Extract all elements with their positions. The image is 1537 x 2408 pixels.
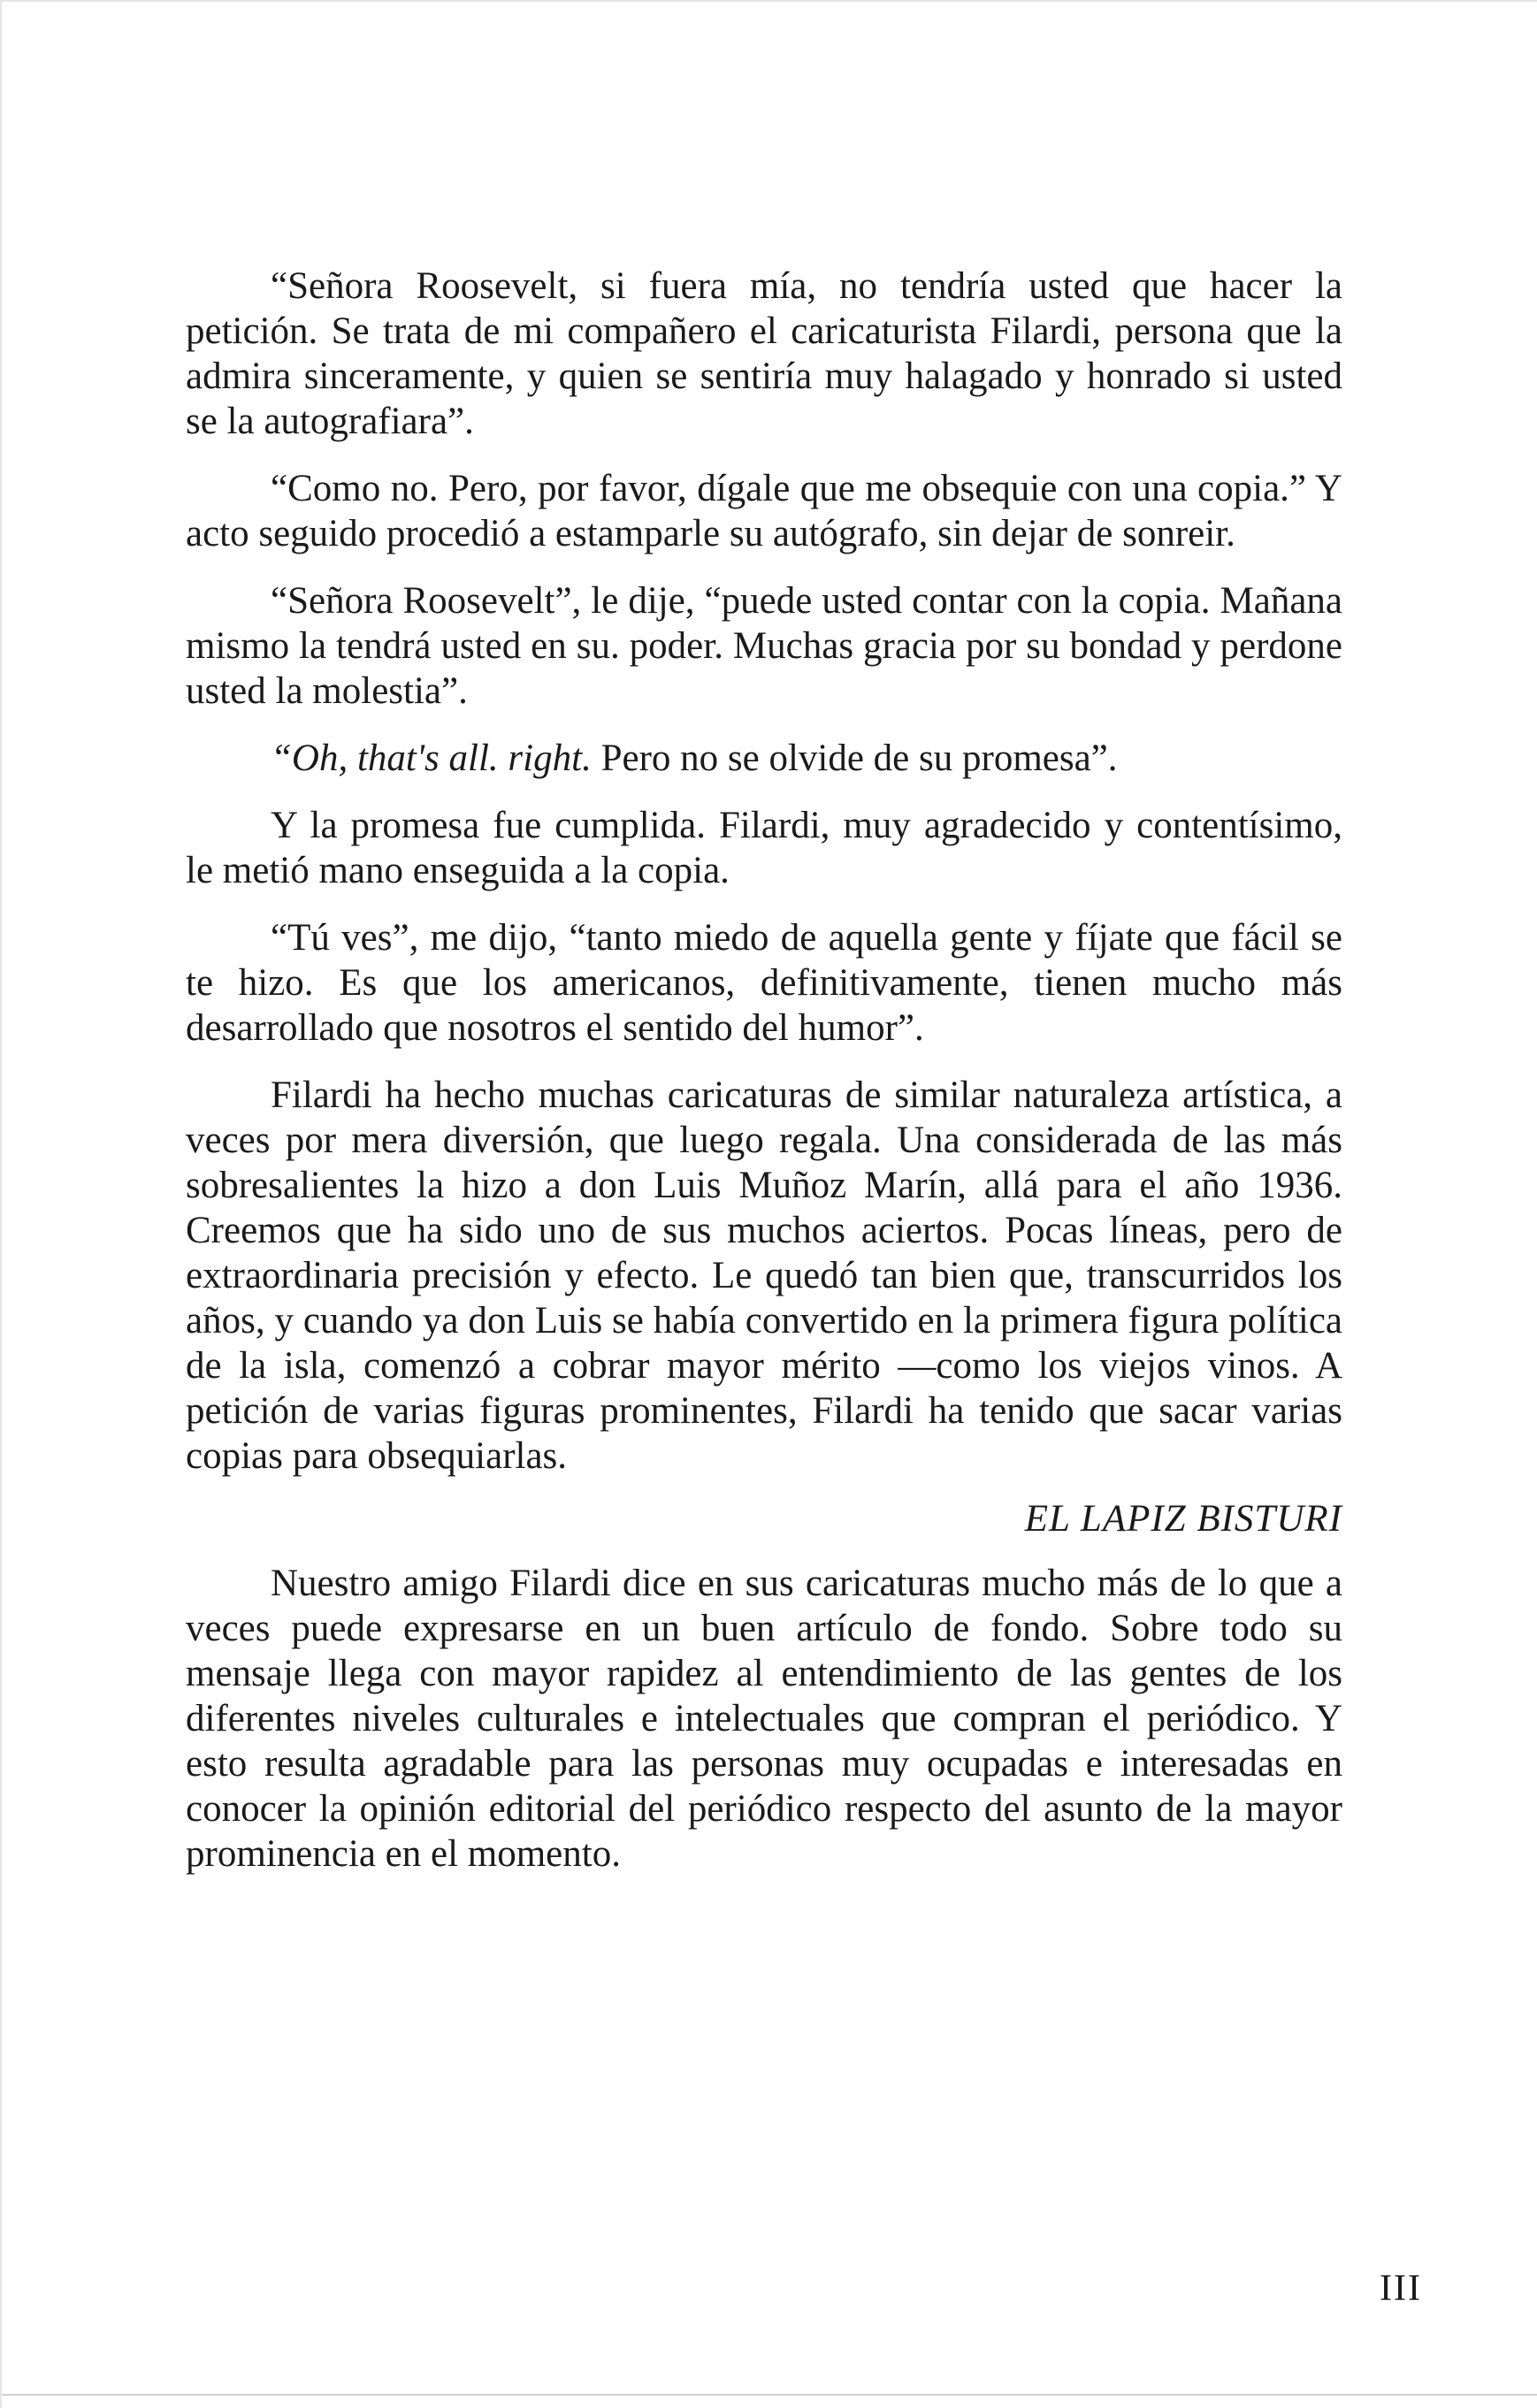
section-heading: EL LAPIZ BISTURI <box>1024 1498 1342 1540</box>
italic-quote: “Oh, that's all. right. <box>271 738 592 779</box>
quote-rest: Pero no se olvide de su promesa”. <box>591 738 1118 779</box>
paragraph-7: Filardi ha hecho muchas caricaturas de similar naturaleza artística, a veces por mera diversión, que luego regala. Una considerada de las más sobresalientes la hizo a don Luis Muñoz Marín, allá para el año 1936. Creemos que ha sido uno de sus muchos aciertos. Pocas líneas, pero de extraordinaria precisión y efecto. Le quedó tan bien que, transcurridos los años, y cuando ya don Luis se había convertido en la primera figura política de la isla, comenzó a cobrar mayor mérito —como los viejos vinos. A petición de varias figuras prominentes, Filardi ha tenido que sacar varias copias para obsequiarlas. <box>186 1074 1342 1477</box>
paragraph-6: “Tú ves”, me dijo, “tanto miedo de aquella gente y fíjate que fácil se te hizo. Es que los americanos, definitivamente, tienen mucho más desarrollado que nosotros el sentido del humor”. <box>186 917 1342 1049</box>
paragraph-1: “Señora Roosevelt, si fuera mía, no tendría usted que hacer la petición. Se trata de mi compañero el caricaturista Filardi, persona que la admira sinceramente, y quien se sentiría muy halagado y honrado si usted se la autografiara”. <box>186 265 1342 442</box>
page-edge-rule <box>2 2394 1537 2396</box>
paragraph-5: Y la promesa fue cumplida. Filardi, muy agradecido y contentísimo, le metió mano enseguida a la copia. <box>186 805 1342 891</box>
body-text <box>186 264 1342 1899</box>
paragraph-4 <box>186 736 1342 781</box>
paragraph-8: Nuestro amigo Filardi dice en sus caricaturas mucho más de lo que a veces puede expresarse en un buen artículo de fondo. Sobre todo su mensaje llega con mayor rapidez al entendimiento de las gentes de los diferentes niveles culturales e intelectuales que compran el periódico. Y esto resulta agradable para las personas muy ocupadas e interesadas en conocer la opinión editorial del periódico respecto del asunto de la mayor prominencia en el momento. <box>186 1563 1342 1875</box>
paragraph-2: “Como no. Pero, por favor, dígale que me obsequie con una copia.” Y acto seguido procedió a estamparle su autógrafo, sin dejar de sonreir. <box>186 468 1342 554</box>
page-number: III <box>1380 2268 1422 2309</box>
paragraph-3: “Señora Roosevelt”, le dije, “puede usted contar con la copia. Mañana mismo la tendrá usted en su. poder. Muchas gracia por su bondad y perdone usted la molestia”. <box>186 580 1342 712</box>
